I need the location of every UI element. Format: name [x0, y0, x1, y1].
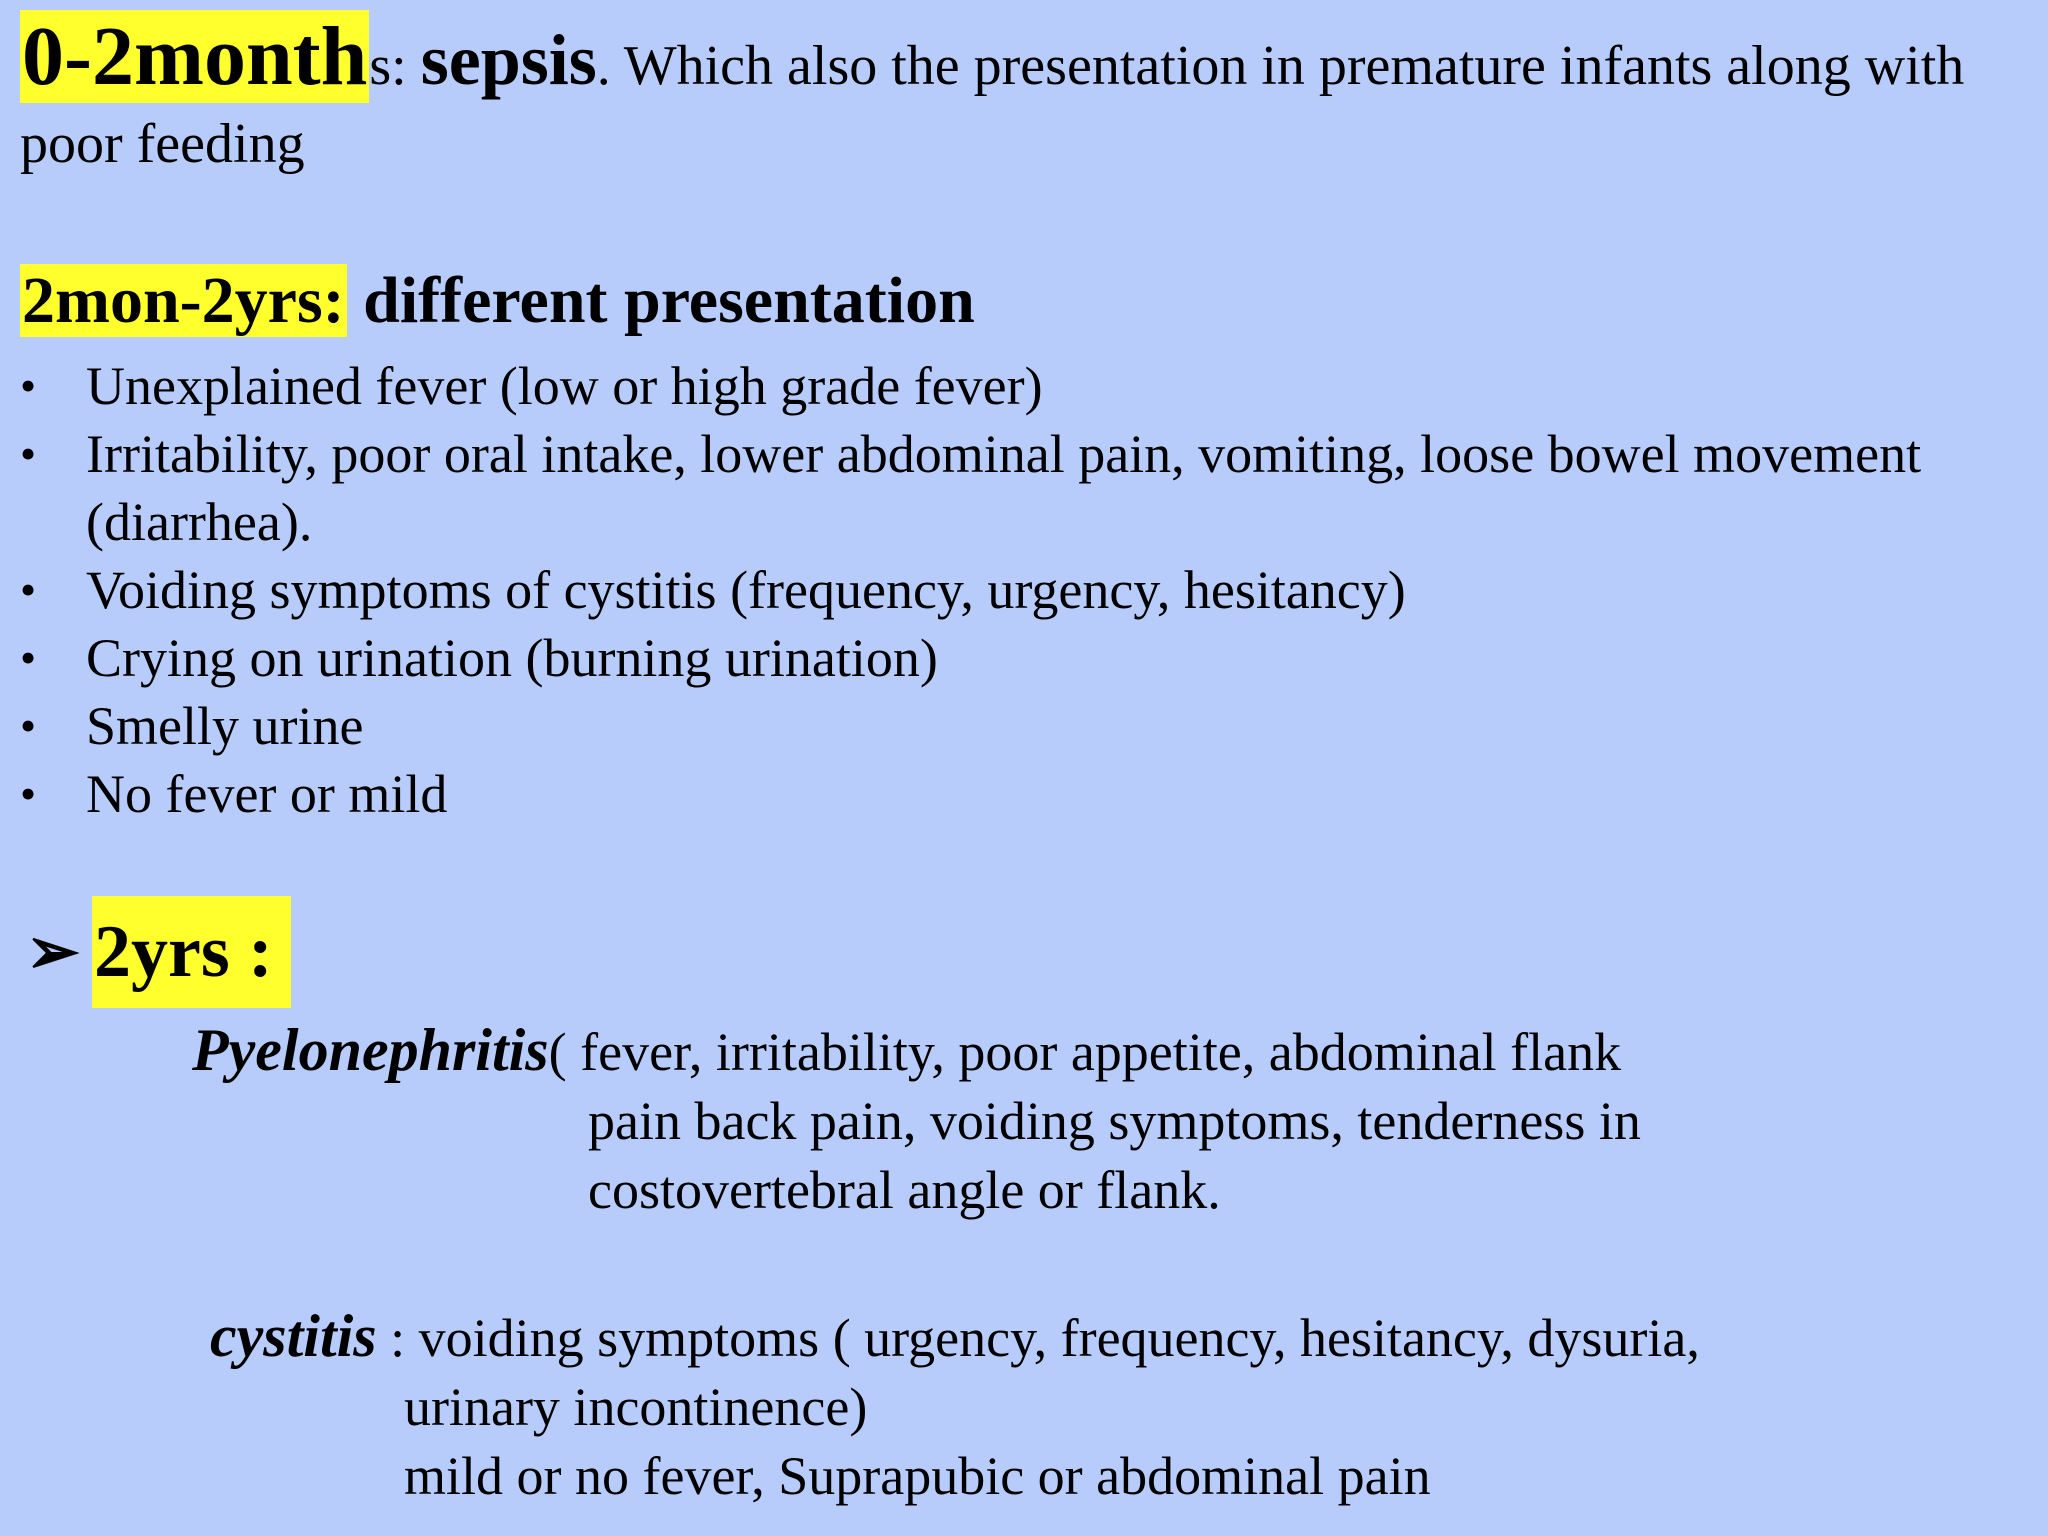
child-heading — [26, 896, 291, 1008]
age-highlight-2yrs: 2yrs : — [92, 896, 291, 1008]
pyelonephritis-line-2: pain back pain, voiding symptoms, tenderness in — [588, 1091, 1641, 1151]
cystitis-line-1: : voiding symptoms ( urgency, frequency, hesitancy, dysuria, — [376, 1308, 1700, 1368]
pyelonephritis-term: Pyelonephritis — [192, 1017, 549, 1083]
bullet-icon: • — [20, 564, 37, 615]
sepsis-keyword: sepsis — [420, 20, 597, 100]
bullet-icon: • — [20, 428, 37, 479]
infant-symptom-list — [20, 352, 1980, 828]
list-item-text: Crying on urination (burning urination) — [86, 628, 938, 688]
list-item — [20, 760, 1980, 828]
list-item — [20, 352, 1980, 420]
cystitis-line-3: mild or no fever, Suprapubic or abdominal pain — [404, 1446, 1431, 1506]
list-item — [20, 420, 1980, 556]
list-item-text: Unexplained fever (low or high grade fever) — [86, 356, 1043, 416]
pyelonephritis-line-1: ( fever, irritability, poor appetite, abdominal flank — [548, 1022, 1622, 1082]
age-highlight-2mon-2yrs: 2mon-2yrs: — [22, 264, 345, 337]
list-item-text: Smelly urine — [86, 696, 364, 756]
neonate-description: . Which also the presentation in premature infants along with poor feeding — [20, 35, 1965, 175]
infant-heading — [20, 256, 975, 346]
pyelonephritis-block — [192, 1016, 2012, 1225]
age-suffix: s — [369, 35, 392, 97]
pyelonephritis-line-3: costovertebral angle or flank. — [588, 1160, 1221, 1220]
cystitis-block — [210, 1302, 2020, 1511]
list-item — [20, 624, 1980, 692]
list-item-text: Irritability, poor oral intake, lower abdominal pain, vomiting, loose bowel movement (diarrhea). — [86, 424, 1922, 552]
list-item-text: Voiding symptoms of cystitis (frequency, urgency, hesitancy) — [86, 560, 1406, 620]
age-highlight-0-2month: 0-2month — [22, 10, 368, 103]
bullet-icon: • — [20, 632, 37, 683]
bullet-icon: • — [20, 700, 37, 751]
arrow-bullet-icon: ➢ — [26, 916, 80, 987]
list-item — [20, 556, 1980, 624]
colon: : — [391, 35, 421, 97]
list-item — [20, 692, 1980, 760]
bullet-icon: • — [20, 768, 37, 819]
list-item-text: No fever or mild — [86, 764, 448, 824]
infant-heading-text: different presentation — [346, 264, 975, 337]
bullet-icon: • — [20, 360, 37, 411]
cystitis-line-2: urinary incontinence) — [404, 1377, 868, 1437]
cystitis-term: cystitis — [210, 1303, 377, 1369]
neonate-section — [20, 10, 2020, 183]
